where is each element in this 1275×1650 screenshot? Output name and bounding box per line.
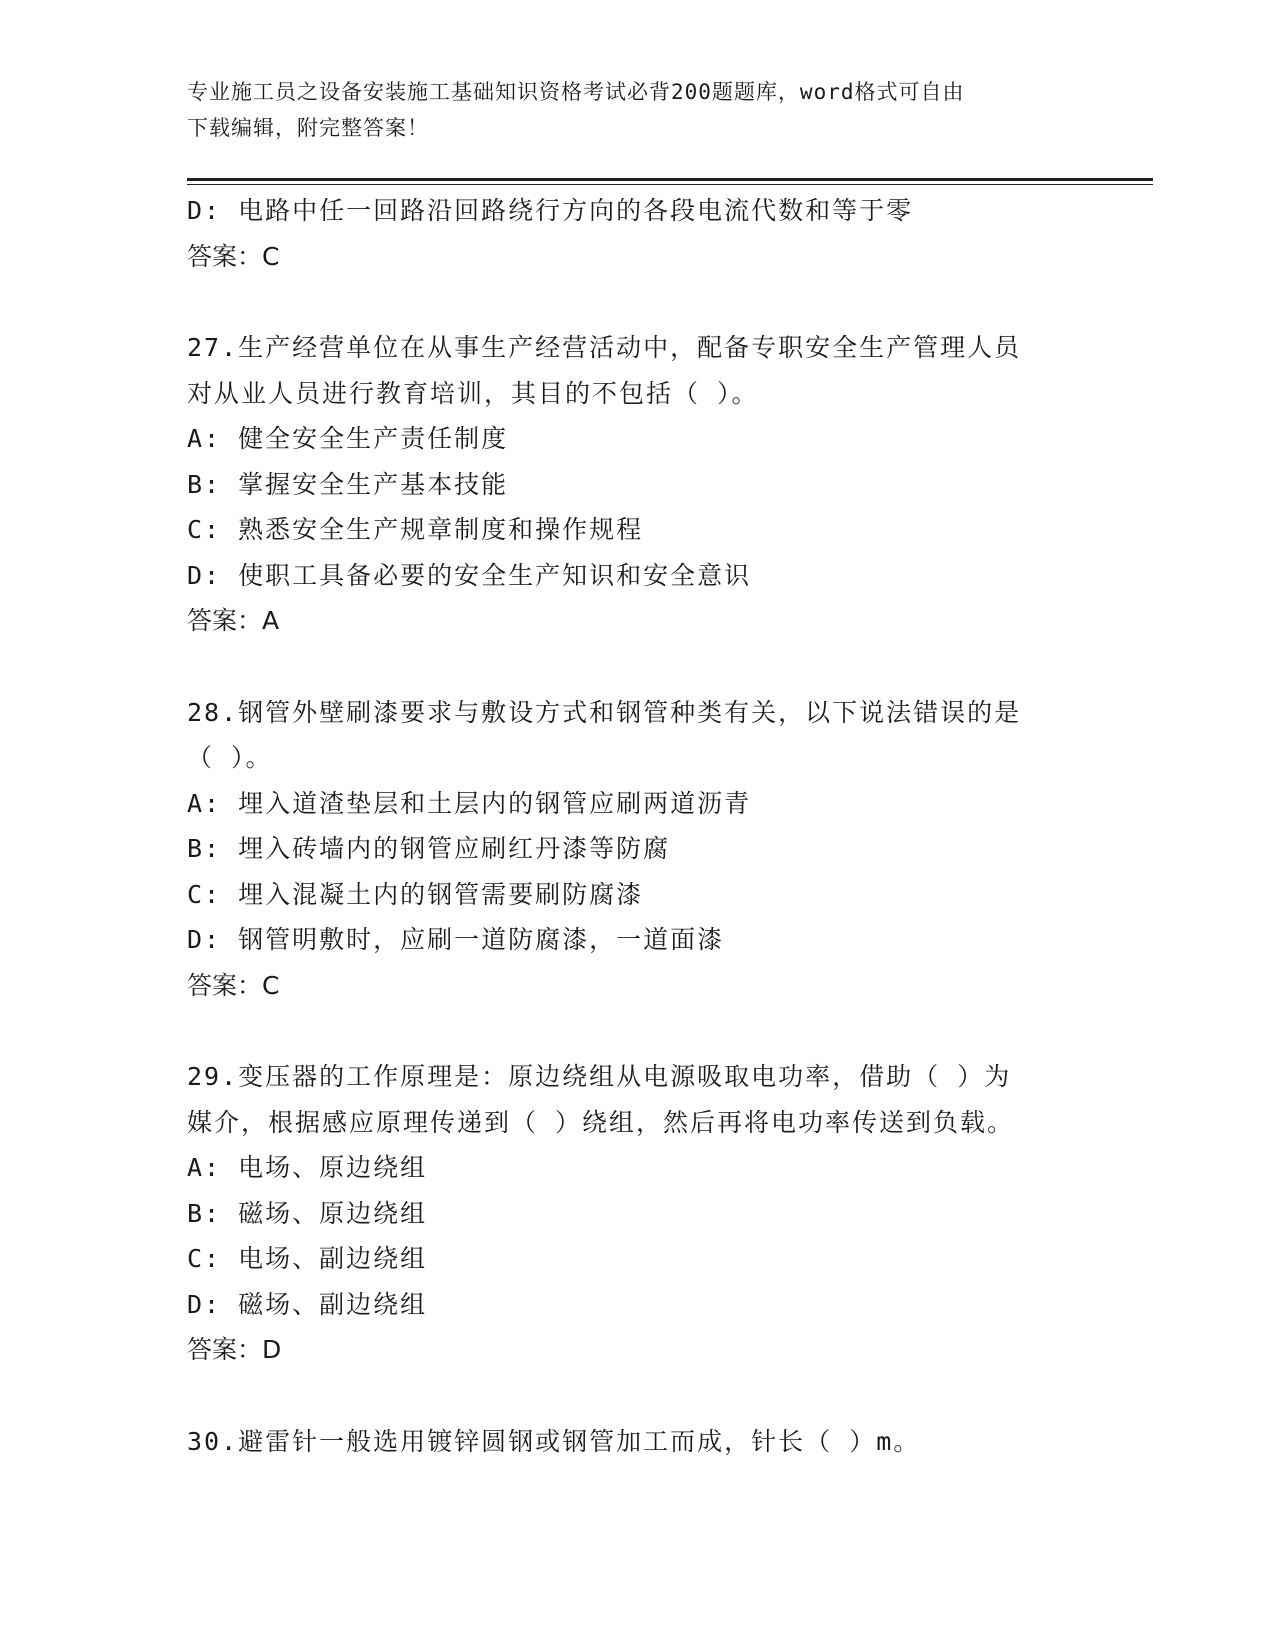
header-divider-thick [187,178,1153,181]
option-c: C: 熟悉安全生产规章制度和操作规程 [187,515,644,544]
question-stem-line: 27.生产经营单位在从事生产经营活动中，配备专职安全生产管理人员 [187,333,1022,362]
answer: 答案：A [187,606,280,635]
option-d: D: 钢管明敷时，应刷一道防腐漆，一道面漆 [187,925,725,954]
option-d: D: 使职工具备必要的安全生产知识和安全意识 [187,560,752,590]
answer: 答案：D [187,1335,282,1364]
question-stem-line: 对从业人员进行教育培训，其目的不包括（ ）。 [187,378,759,408]
question-stem-line: （ ）。 [187,743,273,772]
question-stem-line: 30.避雷针一般选用镀锌圆钢或钢管加工而成，针长（ ）m。 [187,1426,921,1456]
question-30 [187,1419,1087,1465]
option-c: C: 埋入混凝土内的钢管需要刷防腐漆 [187,879,644,909]
option-c: C: 电场、副边绕组 [187,1244,428,1273]
question-27 [187,325,1087,644]
question-stem-line: 媒介，根据感应原理传递到（ ）绕组，然后再将电功率传送到负载。 [187,1107,1015,1137]
option-a: A: 健全安全生产责任制度 [187,424,509,453]
header-line-2: 下载编辑，附完整答案！ [187,116,429,140]
option-b: B: 掌握安全生产基本技能 [187,469,509,499]
question-list [187,188,1087,1464]
option-b: B: 埋入砖墙内的钢管应刷红丹漆等防腐 [187,834,671,863]
previous-question-tail [187,188,1087,279]
option-d: D: 电路中任一回路沿回路绕行方向的各段电流代数和等于零 [187,196,914,225]
answer: 答案：C [187,970,280,1000]
question-28 [187,690,1087,1009]
question-stem-line: 29.变压器的工作原理是：原边绕组从电源吸取电功率，借助（ ）为 [187,1062,1012,1091]
question-stem-line: 28.钢管外壁刷漆要求与敷设方式和钢管种类有关，以下说法错误的是 [187,697,1022,727]
option-d: D: 磁场、副边绕组 [187,1289,428,1319]
answer: 答案：C [187,241,280,271]
document-header [187,74,1087,146]
option-b: B: 磁场、原边绕组 [187,1198,428,1228]
option-a: A: 埋入道渣垫层和土层内的钢管应刷两道沥青 [187,788,752,818]
header-line-1: 专业施工员之设备安装施工基础知识资格考试必背200题题库，word格式可自由 [187,80,965,104]
question-29 [187,1054,1087,1373]
header-divider-thin [187,184,1153,185]
option-a: A: 电场、原边绕组 [187,1153,428,1182]
